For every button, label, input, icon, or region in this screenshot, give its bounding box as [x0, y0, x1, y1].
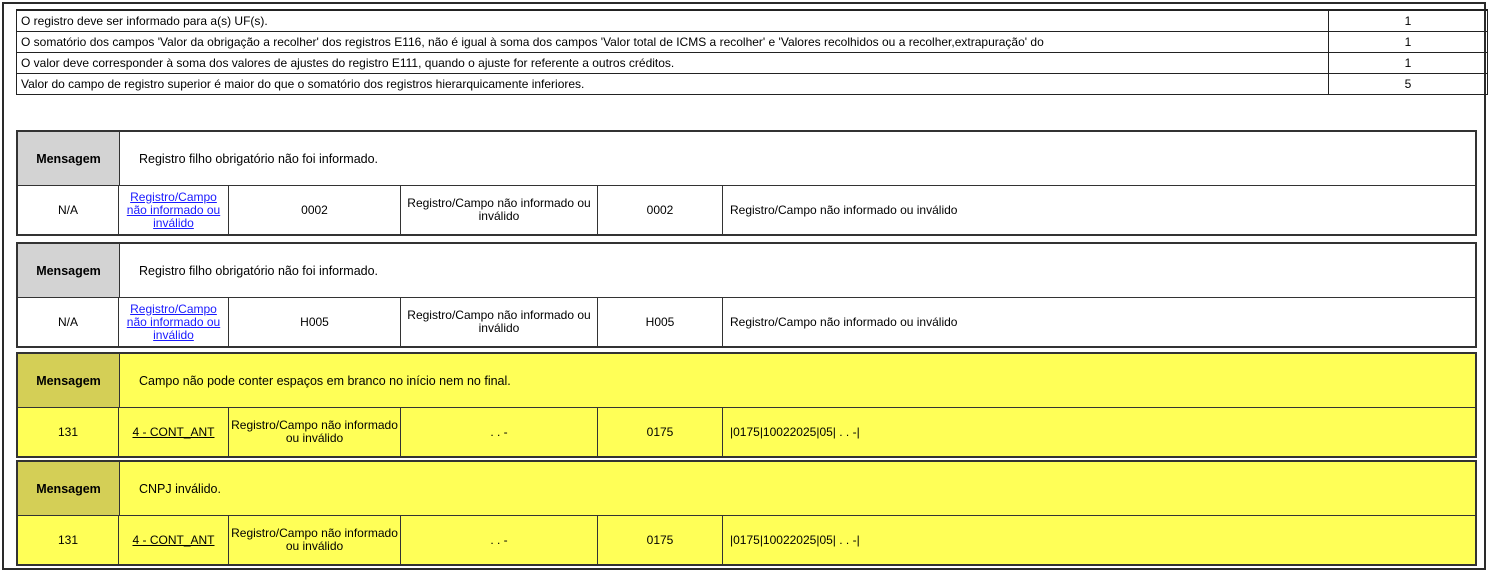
register-code: H005 — [598, 298, 723, 346]
error-header — [18, 244, 1475, 298]
field-link[interactable] — [119, 186, 229, 234]
register-code: 0175 — [598, 516, 723, 564]
line-number: 131 — [18, 408, 119, 456]
summary-message: O registro deve ser informado para a(s) UF(s). — [17, 10, 1329, 32]
summary-count: 1 — [1329, 32, 1488, 53]
field-link-text[interactable]: 4 - CONT_ANT — [132, 424, 215, 439]
error-detail-row — [18, 186, 1475, 234]
message-label: Mensagem — [18, 354, 120, 407]
error-message: Campo não pode conter espaços em branco no início nem no final. — [139, 373, 511, 388]
field-link[interactable] — [119, 408, 229, 456]
field-link[interactable] — [119, 298, 229, 346]
summary-message: Valor do campo de registro superior é maior do que o somatório dos registros hierarquicamente inferiores. — [17, 74, 1329, 95]
field-description: Registro/Campo não informado ou inválido — [401, 298, 598, 346]
record-text: |0175|10022025|05| . . -| — [730, 532, 860, 547]
error-message: Registro filho obrigatório não foi informado. — [139, 263, 379, 278]
line-number: 131 — [18, 516, 119, 564]
summary-row — [17, 74, 1488, 95]
error-block — [16, 242, 1477, 348]
error-detail-row — [18, 516, 1475, 564]
error-message: CNPJ inválido. — [139, 481, 221, 496]
summary-count: 5 — [1329, 74, 1488, 95]
line-number: N/A — [18, 298, 119, 346]
error-block — [16, 130, 1477, 236]
message-label: Mensagem — [18, 132, 120, 185]
error-header — [18, 462, 1475, 516]
register-code: 0175 — [598, 408, 723, 456]
line-number: N/A — [18, 186, 119, 234]
field-content: 0002 — [229, 186, 401, 234]
field-description: Registro/Campo não informado ou inválido — [229, 516, 401, 564]
summary-message: O valor deve corresponder à soma dos valores de ajustes do registro E111, quando o ajuste for referente a outros créditos. — [17, 53, 1329, 74]
message-label: Mensagem — [18, 244, 120, 297]
field-content: H005 — [229, 298, 401, 346]
field-link-text[interactable]: Registro/Campo não informado ou inválido — [126, 189, 221, 230]
register-code: 0002 — [598, 186, 723, 234]
message-label: Mensagem — [18, 462, 120, 515]
error-message: Registro filho obrigatório não foi informado. — [139, 151, 379, 166]
error-detail-row — [18, 298, 1475, 346]
field-description: Registro/Campo não informado ou inválido — [401, 186, 598, 234]
field-content: . . - — [401, 408, 598, 456]
error-header — [18, 132, 1475, 186]
record-text: Registro/Campo não informado ou inválido — [730, 314, 958, 329]
summary-count: 1 — [1329, 10, 1488, 32]
record-text: |0175|10022025|05| . . -| — [730, 424, 860, 439]
error-block — [16, 460, 1477, 566]
error-header — [18, 354, 1475, 408]
summary-row — [17, 32, 1488, 53]
summary-table — [16, 9, 1488, 95]
field-link[interactable] — [119, 516, 229, 564]
summary-message: O somatório dos campos 'Valor da obrigação a recolher' dos registros E116, não é igual à soma dos campos 'Valor total de ICMS a recolher' e 'Valores recolhidos ou a recolher,extrapuração' do — [17, 32, 1329, 53]
summary-count: 1 — [1329, 53, 1488, 74]
field-description: Registro/Campo não informado ou inválido — [229, 408, 401, 456]
field-link-text[interactable]: 4 - CONT_ANT — [132, 532, 215, 547]
summary-row — [17, 10, 1488, 32]
field-link-text[interactable]: Registro/Campo não informado ou inválido — [126, 301, 221, 342]
error-block — [16, 352, 1477, 458]
record-text: Registro/Campo não informado ou inválido — [730, 202, 958, 217]
summary-row — [17, 53, 1488, 74]
field-content: . . - — [401, 516, 598, 564]
error-detail-row — [18, 408, 1475, 456]
